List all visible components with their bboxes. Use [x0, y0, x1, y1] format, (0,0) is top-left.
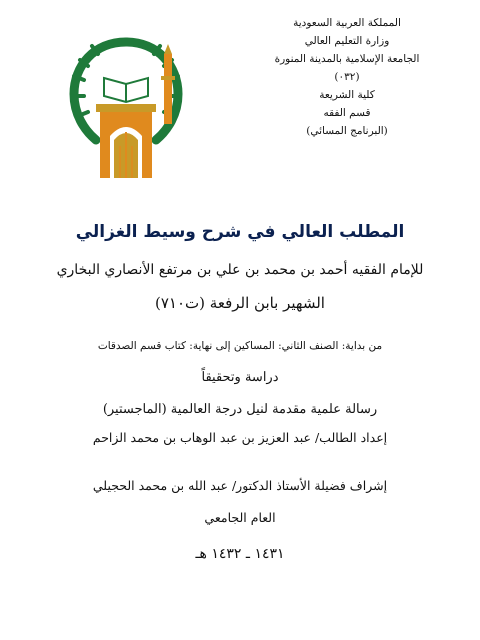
program-name: (البرنامج المسائي)	[306, 125, 388, 137]
college-name: كلية الشريعة	[319, 89, 375, 101]
prepared-by: إعداد الطالب/ عبد العزيز بن عبد الوهاب بن محمد الزاحم	[92, 430, 388, 445]
university-name: الجامعة الإسلامية بالمدينة المنورة	[274, 53, 420, 65]
country-name: المملكة العربية السعودية	[293, 17, 401, 29]
header-block	[272, 14, 422, 140]
author-nickname: الشهير بابن الرفعة (ت٧١٠)	[155, 294, 325, 312]
document-number: (٠٣٢)	[334, 71, 360, 83]
academic-year-label: العام الجامعي	[204, 510, 276, 525]
department-name: قسم الفقه	[323, 107, 371, 119]
university-logo	[66, 36, 186, 186]
ministry-name: وزارة التعليم العالي	[304, 35, 390, 47]
thesis-description: رسالة علمية مقدمة لنيل درجة العالمية (الماجستير)	[102, 402, 378, 417]
study-type: دراسة وتحقيقاً	[201, 370, 279, 385]
scope-line: من بداية: الصنف الثاني: المساكين إلى نهاية: كتاب قسم الصدقات	[97, 340, 383, 352]
university-emblem-icon	[66, 36, 186, 186]
hijri-years: ١٤٣١ ـ ١٤٣٢ هـ	[195, 546, 285, 562]
supervisor: إشراف فضيلة الأستاذ الدكتور/ عبد الله بن محمد الحجيلي	[92, 478, 388, 493]
book-title: المطلب العالي في شرح وسيط الغزالي	[75, 222, 405, 242]
author-line: للإمام الفقيه أحمد بن محمد بن علي بن مرتفع الأنصاري البخاري	[56, 262, 424, 278]
